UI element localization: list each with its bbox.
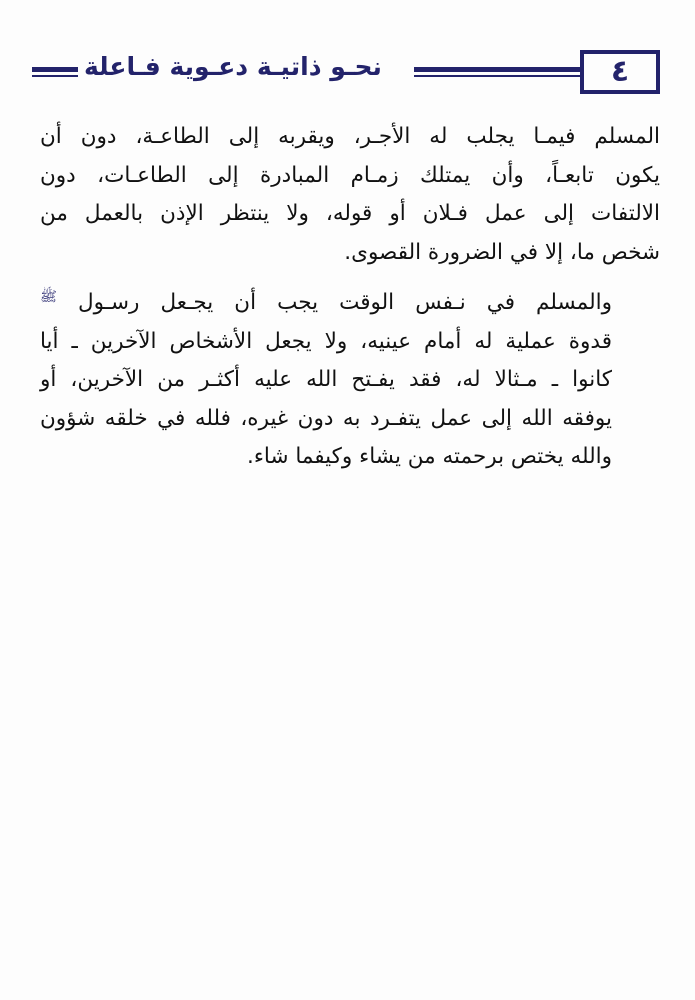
page-header bbox=[32, 44, 660, 100]
running-title: نحـو ذاتيـة دعـوية فـاعلة bbox=[84, 52, 382, 81]
text-line: الالتفات إلى عمل فـلان أو قوله، ولا ينتظر الإذن بالعمل من bbox=[40, 201, 660, 226]
paragraph-2 bbox=[40, 278, 660, 477]
paragraph-1 bbox=[40, 118, 660, 272]
header-rule-left bbox=[32, 67, 78, 72]
honorific-symbol: ﷺ bbox=[40, 289, 57, 305]
text-line: والله يختص برحمته من يشاء وكيفما شاء. bbox=[246, 444, 612, 470]
text-line: يكون تابعـاً، وأن يمتلك زمـام المبادرة إلى الطاعـات، دون bbox=[40, 162, 660, 188]
text-line: قدوة عملية له أمام عينيه، ولا يجعل الأشخاص الآخرين ـ أيا bbox=[40, 328, 612, 354]
header-rule-left-thin bbox=[32, 75, 78, 77]
text-line: شخص ما، إلا في الضرورة القصوى. bbox=[344, 239, 660, 265]
text-line: يوفقه الله إلى عمل يتفـرد به دون غيره، فلله في خلقه شؤون bbox=[40, 405, 612, 431]
text-line: والمسلم في نـفس الوقت يجب أن يجـعل رسـول bbox=[77, 290, 612, 316]
text-line: المسلم فيمـا يجلب له الأجـر، ويقربه إلى الطاعـة، دون أن bbox=[40, 124, 660, 149]
header-rule-right bbox=[414, 67, 582, 72]
page-number: ٤ bbox=[580, 50, 660, 94]
header-rule-right-thin bbox=[414, 75, 582, 77]
text-line-with-honorific bbox=[40, 278, 660, 323]
text-line: كانوا ـ مـثالا له، فقد يفـتح الله عليه أكثـر من الآخرين، أو bbox=[40, 367, 612, 393]
body-text bbox=[40, 118, 660, 477]
